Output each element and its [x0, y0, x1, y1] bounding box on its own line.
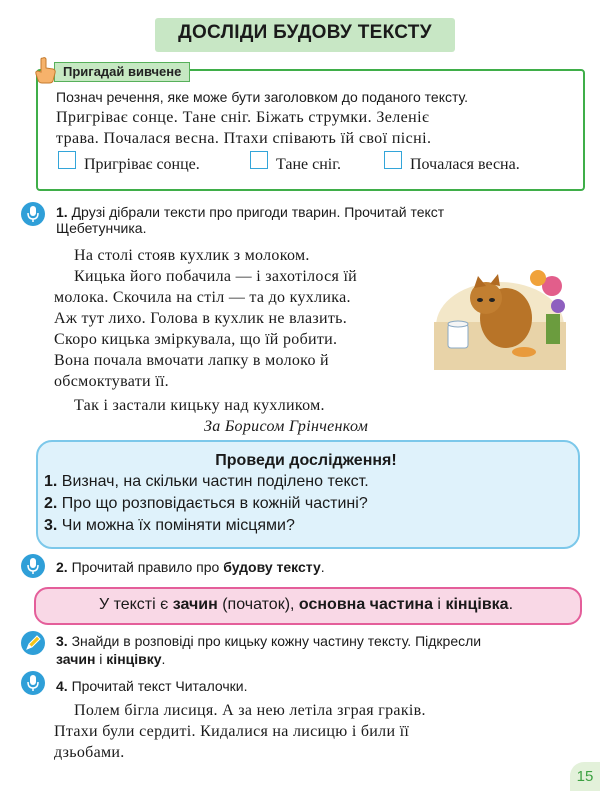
task-4-text [56, 677, 248, 695]
task-3-end: . [161, 651, 166, 667]
research-question-2-number: 2. [44, 495, 58, 512]
option-checkbox-3[interactable] [384, 151, 402, 169]
pencil-icon [20, 630, 46, 656]
research-question-3 [44, 517, 295, 535]
rule-end: . [508, 596, 514, 613]
option-label-1: Пригріває сонце. [84, 156, 200, 173]
research-question-1-number: 1. [44, 473, 58, 490]
rule-bold-2: основна частина [298, 596, 433, 613]
research-question-1-text: Визнач, на скільки частин поділено текст. [61, 473, 369, 490]
research-question-2 [44, 495, 368, 513]
task-3-line-1 [56, 632, 481, 650]
pointing-hand-icon [34, 56, 58, 84]
rule-part-3: і [432, 596, 446, 613]
task-3-bold-1: зачин [56, 651, 96, 667]
research-question-1 [44, 473, 369, 491]
task-3-mid: і [95, 651, 107, 667]
page-title: ДОСЛІДИ БУДОВУ ТЕКСТУ [178, 22, 432, 43]
task-4-line-1: Полем бігла лисиця. А за нею летіла зграя граків. [74, 702, 426, 719]
research-question-2-text: Про що розповідається в кожній частині? [61, 495, 368, 512]
research-title: Проведи дослідження! [215, 452, 397, 469]
rule-bold-3: кінцівка [445, 596, 509, 613]
task-3-line-2 [56, 650, 165, 668]
rule-part-2: (початок), [217, 596, 299, 613]
page-number: 15 [570, 762, 600, 791]
remember-question: Познач речення, яке може бути заголовком до поданого тексту. [56, 89, 469, 105]
story-line-3: молока. Скочила на стіл — та до кухлика. [54, 289, 351, 306]
option-checkbox-1[interactable] [58, 151, 76, 169]
remember-text-line-1: Пригріває сонце. Тане сніг. Біжать струмки. Зеленіє [56, 109, 430, 126]
task-4-number: 4. [56, 678, 68, 694]
remember-tag: Пригадай вивчене [54, 62, 190, 82]
remember-text-line-2: трава. Почалася весна. Птахи співають їй свої пісні. [56, 130, 432, 147]
task-3-text: Знайди в розповіді про кицьку кожну частину тексту. Підкресли [71, 633, 482, 649]
task-2-number: 2. [56, 559, 68, 575]
task-2-text [56, 558, 325, 576]
story-author: За Борисом Грінченком [204, 418, 369, 435]
task-1-number: 1. [56, 204, 68, 220]
rule-part-1: У тексті є [98, 596, 173, 613]
task-2-lead: Прочитай правило про [71, 559, 224, 575]
cat-with-mug-illustration [434, 256, 566, 370]
story-line-6: Вона почала вмочати лапку в молоко й [54, 352, 329, 369]
research-question-3-number: 3. [44, 517, 58, 534]
microphone-icon [20, 201, 46, 227]
task-1-line-1: Друзі дібрали тексти про пригоди тварин. Прочитай текст [71, 204, 445, 220]
task-1-line-2: Щебетунчика. [56, 220, 147, 236]
option-checkbox-2[interactable] [250, 151, 268, 169]
rule-text [34, 596, 578, 614]
microphone-icon [20, 670, 46, 696]
task-3-number: 3. [56, 633, 68, 649]
option-label-3: Почалася весна. [410, 156, 520, 173]
task-4-line-3: дзьобами. [54, 744, 125, 761]
story-line-8: Так і застали кицьку над кухликом. [74, 397, 325, 414]
task-4-line-2: Птахи були сердиті. Кидалися на лисицю і били її [54, 723, 410, 740]
task-2-end: . [320, 559, 325, 575]
story-line-4: Аж тут лихо. Голова в кухлик не влазить. [54, 310, 348, 327]
story-line-1: На столі стояв кухлик з молоком. [74, 247, 310, 264]
task-4-instruction: Прочитай текст Читалочки. [71, 678, 248, 694]
story-line-5: Скоро кицька зміркувала, що їй робити. [54, 331, 338, 348]
rule-bold-1: зачин [172, 596, 218, 613]
microphone-icon [20, 553, 46, 579]
story-line-2: Кицька його побачила — і захотілося їй [74, 268, 358, 285]
task-2-bold: будову тексту [223, 559, 321, 575]
story-line-7: обсмоктувати її. [54, 373, 169, 390]
option-label-2: Тане сніг. [276, 156, 342, 173]
research-question-3-text: Чи можна їх поміняти місцями? [61, 517, 295, 534]
task-3-bold-2: кінцівку [106, 651, 162, 667]
